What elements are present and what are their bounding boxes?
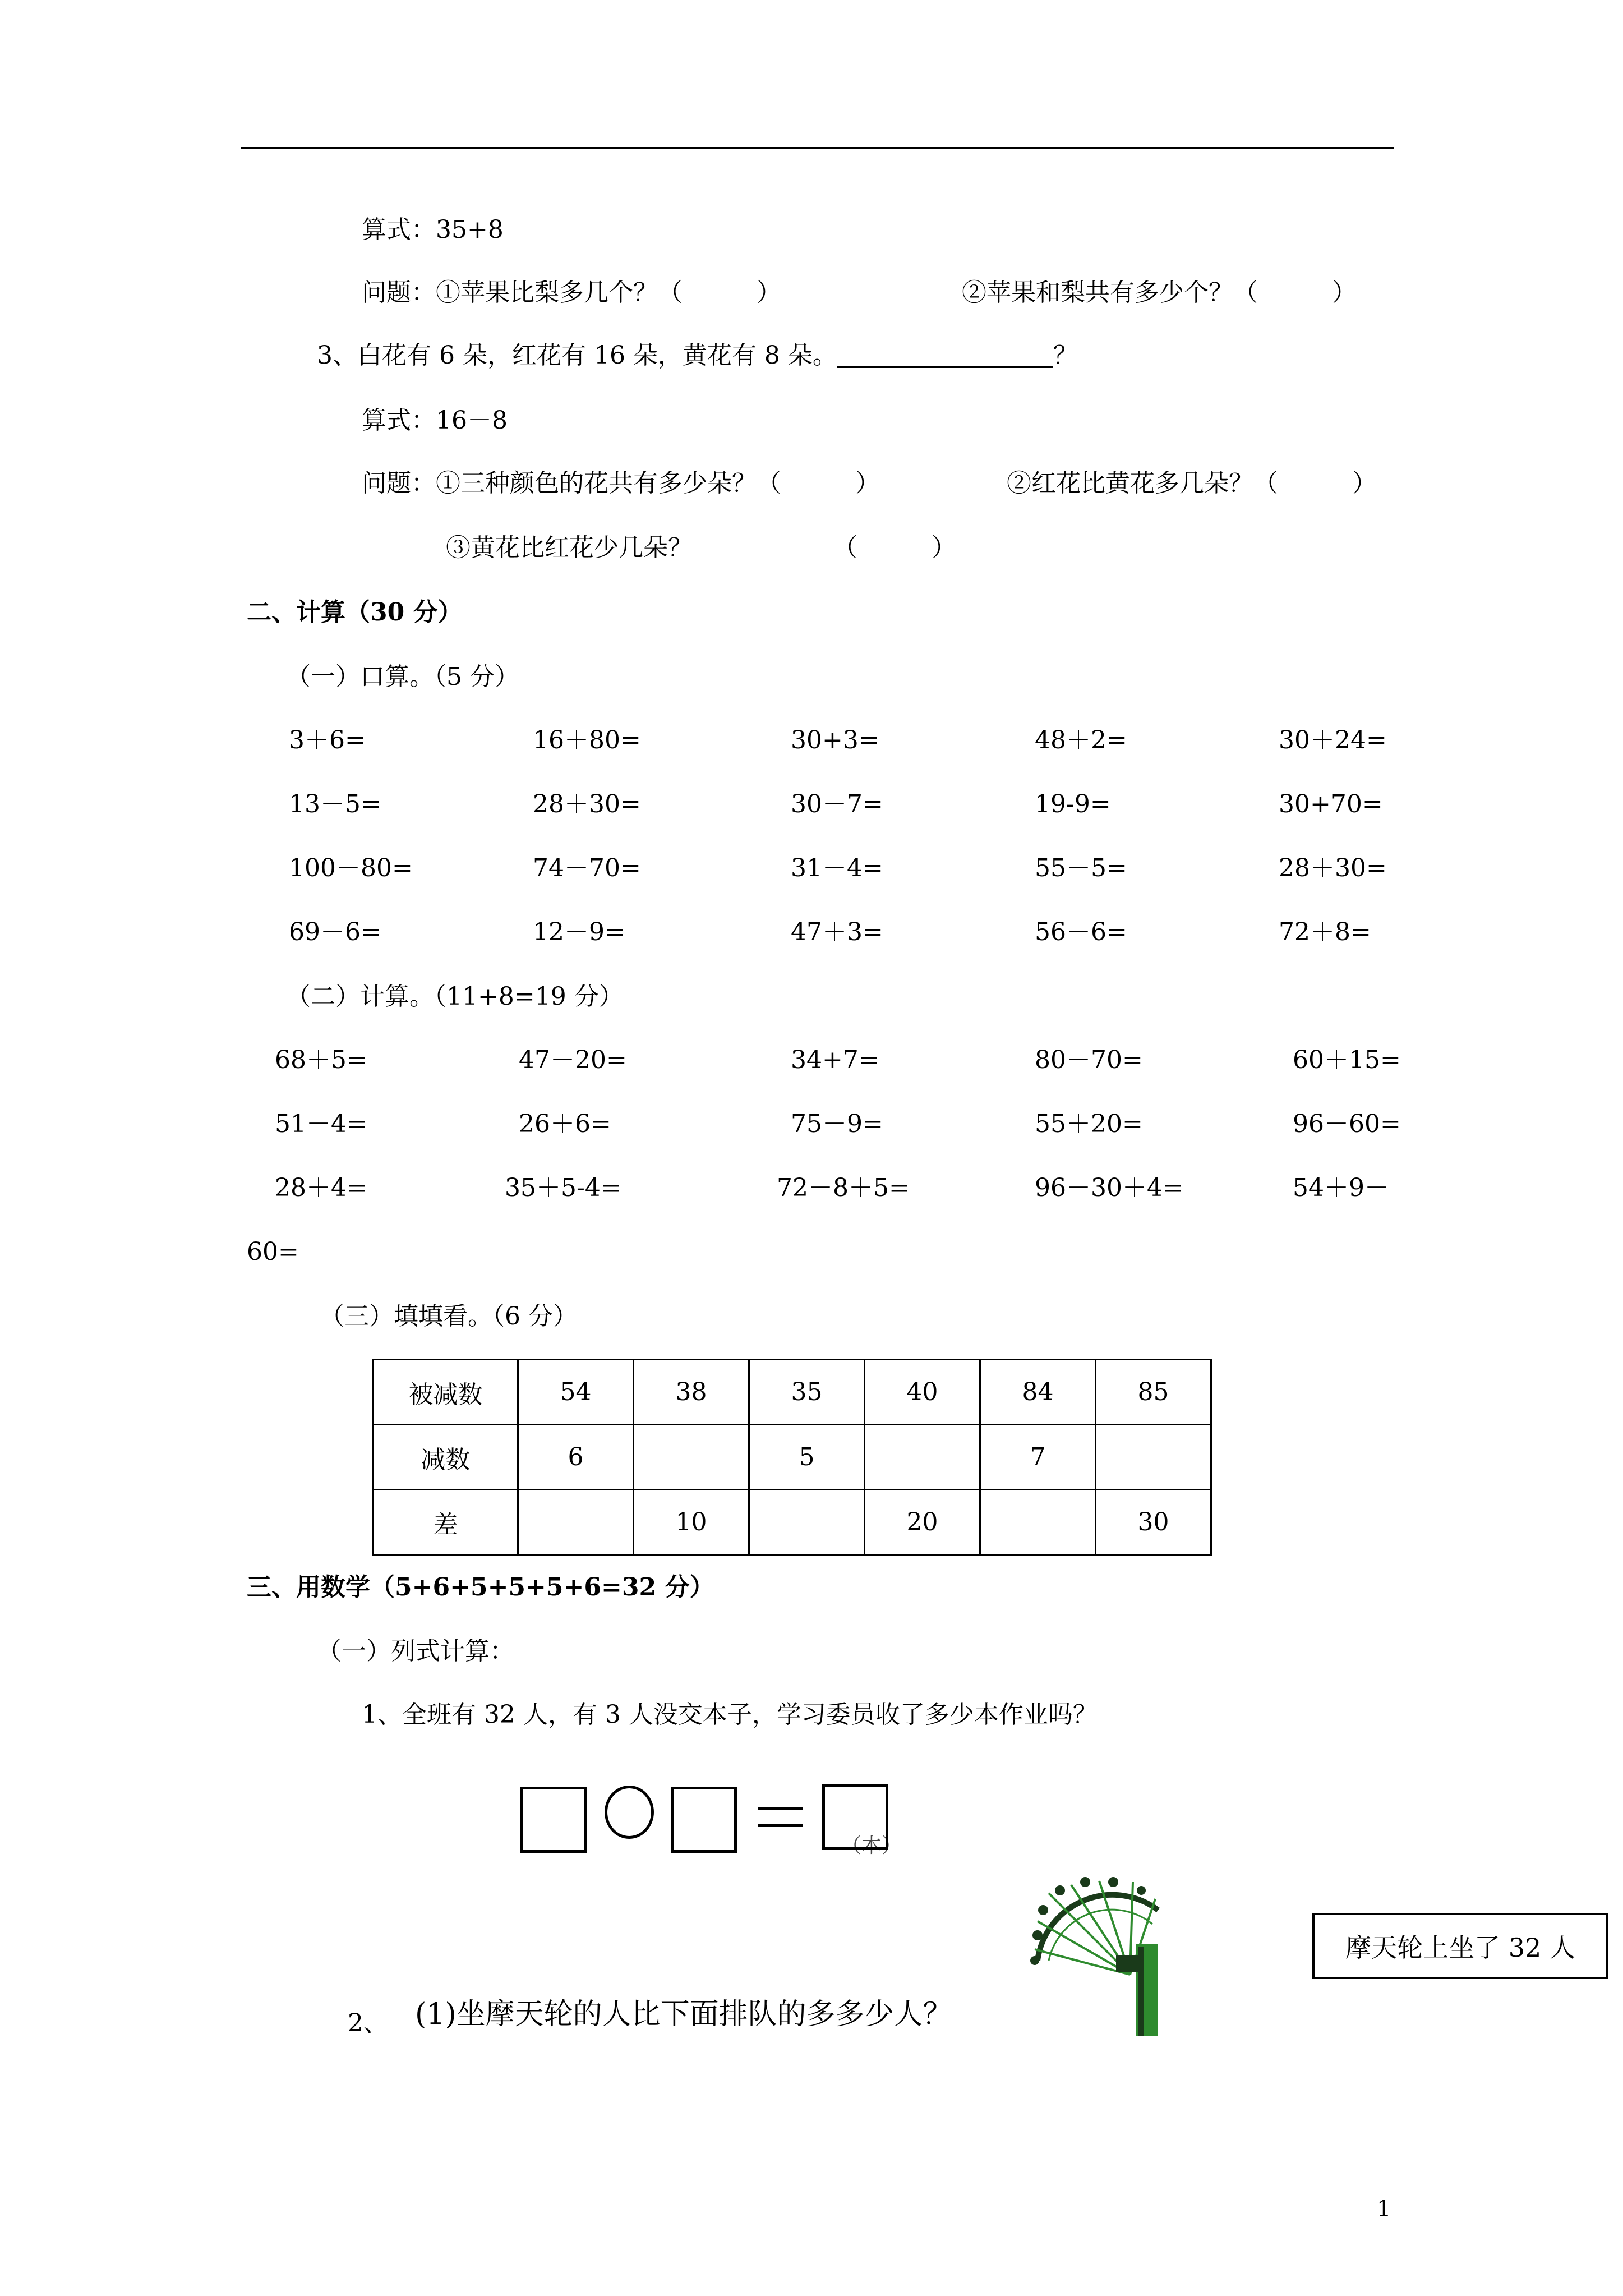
oral-item: 55－5= (1035, 854, 1127, 882)
oral-item: 31－4= (791, 854, 883, 882)
table-cell: 7 (980, 1425, 1096, 1490)
table-row (374, 1360, 1211, 1425)
q3-after-blank: ？ (1053, 341, 1078, 370)
table-cell-blank[interactable] (749, 1490, 865, 1555)
oral-item: 28＋30= (1279, 854, 1387, 882)
table-cell: 差 (374, 1490, 518, 1555)
table-cell: 30 (1096, 1490, 1211, 1555)
oral-item: 74－70= (533, 854, 641, 882)
q3-answer-blank[interactable] (837, 344, 1053, 368)
q3-text-body: 3、白花有 6 朵，红花有 16 朵，黄花有 8 朵。 (317, 341, 837, 370)
calc-item: 72－8＋5= (777, 1174, 910, 1202)
section2-part3-title: （三）填填看。（6 分） (320, 1302, 578, 1331)
table-cell: 5 (749, 1425, 865, 1490)
oral-item: 3＋6= (289, 726, 366, 754)
calc-item: 55＋20= (1035, 1110, 1143, 1138)
oral-item: 30+70= (1279, 790, 1383, 818)
table-cell-blank[interactable] (980, 1490, 1096, 1555)
equation-operator-circle[interactable] (605, 1786, 654, 1839)
oral-item: 19-9= (1035, 790, 1111, 818)
oral-item: 12－9= (533, 918, 625, 946)
page-number: 1 (1377, 2196, 1391, 2222)
oral-item: 56－6= (1035, 918, 1127, 946)
section2-part1-title: （一）口算。（5 分） (286, 662, 519, 691)
oral-item: 30＋24= (1279, 726, 1387, 754)
equals-sign-top (758, 1807, 803, 1810)
oral-item: 30－7= (791, 790, 883, 818)
calc-item: 34+7= (791, 1046, 879, 1074)
calc-item: 54＋9－ (1293, 1174, 1389, 1202)
equals-sign-bottom (758, 1824, 803, 1827)
q3-question-b: ②红花比黄花多几朵？（ ） (1007, 469, 1377, 498)
oral-item: 13－5= (289, 790, 381, 818)
section3-q2-text: (1)坐摩天轮的人比下面排队的多多少人？ (415, 1998, 952, 2031)
ferris-wheel-label: 摩天轮上坐了 32 人 (1312, 1913, 1608, 1979)
oral-item: 28＋30= (533, 790, 641, 818)
section3-q1: 1、全班有 32 人，有 3 人没交本子，学习委员收了多少本作业吗？ (362, 1700, 1098, 1729)
table-cell: 35 (749, 1360, 865, 1425)
table-cell: 38 (634, 1360, 749, 1425)
calc-item: 96－30＋4= (1035, 1174, 1183, 1202)
oral-item: 16＋80= (533, 726, 641, 754)
calc-item: 75－9= (791, 1110, 883, 1138)
header-rule (241, 147, 1394, 149)
table-cell: 被减数 (374, 1360, 518, 1425)
oral-item: 48＋2= (1035, 726, 1127, 754)
oral-item: 100－80= (289, 854, 413, 882)
table-cell-blank[interactable] (865, 1425, 980, 1490)
oral-item: 69－6= (289, 918, 381, 946)
q2-formula: 算式：35+8 (362, 215, 504, 244)
equation-box-1[interactable] (520, 1787, 587, 1853)
subtraction-table (372, 1359, 1212, 1556)
q2-question-b: ②苹果和梨共有多少个？（ ） (962, 278, 1357, 307)
calc-item: 28＋4= (275, 1174, 367, 1202)
q2-question-a: 问题：①苹果比梨多几个？（ ） (362, 278, 781, 307)
calc-item-wrap: 60= (247, 1237, 299, 1266)
calc-item: 47－20= (519, 1046, 627, 1074)
table-cell: 6 (518, 1425, 634, 1490)
q3-question-a: 问题：①三种颜色的花共有多少朵？（ ） (362, 469, 880, 498)
table-cell: 85 (1096, 1360, 1211, 1425)
calc-item: 60＋15= (1293, 1046, 1401, 1074)
calc-item: 51－4= (275, 1110, 367, 1138)
section3-part1-title: （一）列式计算： (317, 1637, 514, 1665)
q1-unit: （本） (841, 1834, 902, 1857)
ferris-wheel-image (1026, 1876, 1164, 2036)
table-row (374, 1490, 1211, 1555)
oral-item: 72＋8= (1279, 918, 1371, 946)
section2-part2-title: （二）计算。（11+8=19 分） (286, 982, 624, 1011)
table-cell-blank[interactable] (634, 1425, 749, 1490)
q3-question-c: ③黄花比红花少几朵？ (446, 533, 693, 562)
table-cell: 20 (865, 1490, 980, 1555)
calc-item: 68＋5= (275, 1046, 367, 1074)
calc-item: 26＋6= (519, 1110, 611, 1138)
table-cell: 10 (634, 1490, 749, 1555)
section3-title: 三、用数学（5+6+5+5+5+6=32 分） (247, 1573, 714, 1602)
calc-item: 35＋5-4= (505, 1174, 621, 1202)
table-row (374, 1425, 1211, 1490)
calc-item: 80－70= (1035, 1046, 1143, 1074)
table-cell: 减数 (374, 1425, 518, 1490)
table-cell: 40 (865, 1360, 980, 1425)
q3-formula: 算式：16－8 (362, 406, 508, 435)
q3-question-c-paren: （ ） (833, 533, 956, 562)
oral-item: 30+3= (791, 726, 879, 754)
section3-q2-number: 2、 (348, 2009, 388, 2037)
equation-box-answer[interactable] (822, 1784, 888, 1850)
oral-item: 47＋3= (791, 918, 883, 946)
table-cell: 84 (980, 1360, 1096, 1425)
table-cell: 54 (518, 1360, 634, 1425)
table-cell-blank[interactable] (518, 1490, 634, 1555)
q3-text (317, 343, 1078, 368)
table-cell-blank[interactable] (1096, 1425, 1211, 1490)
calc-item: 96－60= (1293, 1110, 1401, 1138)
section2-title: 二、计算（30 分） (247, 598, 463, 627)
equation-box-2[interactable] (671, 1787, 737, 1853)
